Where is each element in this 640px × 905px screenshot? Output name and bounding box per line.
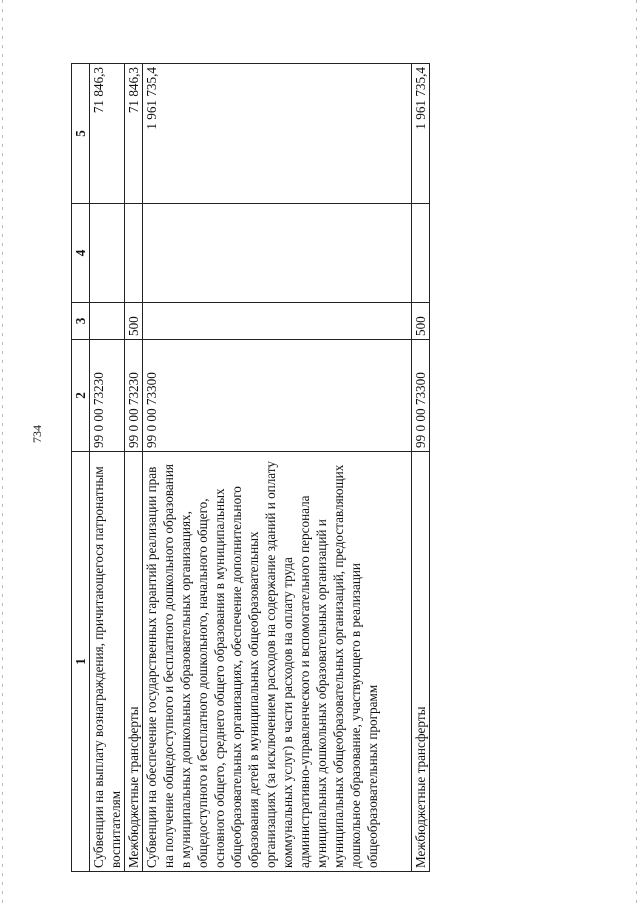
column-header-5: 5 [72, 64, 90, 204]
row-amount: 71 846,3 [125, 64, 143, 204]
table-row [90, 64, 125, 872]
row-name: Субвенции на обеспечение государственных гарантий реализации прав на получение общедоступного и бесплатного дошкольного образования в муниципальных дошкольных образовательных организациях, общедоступного и бесплатного дошкольного, начального общего, основного общего, среднего общего образования в муниципальных общеобразовательных организациях, обеспечение дополнительного образования детей в муниципальных общеобразовательных организациях (за исключением расходов на содержание зданий и оплату коммунальных услуг) в части расходов на оплату труда административно-управленческого и вспомогательного персонала муниципальных дошкольных образовательных организаций и муниципальных общеобразовательных организаций, предоставляющих дошкольное образование, участвующего в реализации общеобразовательных программ [143, 452, 412, 872]
row-name: Межбюджетные трансферты [125, 452, 143, 872]
row-col4 [412, 204, 430, 303]
row-type [90, 303, 125, 340]
table-row [412, 64, 430, 872]
column-header-1: 1 [72, 452, 90, 872]
scan-edge-left [2, 0, 3, 905]
row-name: Межбюджетные трансферты [412, 452, 430, 872]
row-code: 99 0 00 73300 [412, 340, 430, 452]
table-row [143, 64, 412, 872]
row-col4 [125, 204, 143, 303]
row-type: 500 [412, 303, 430, 340]
row-col4 [90, 204, 125, 303]
row-code: 99 0 00 73230 [125, 340, 143, 452]
rotated-table-container [71, 64, 430, 872]
row-code: 99 0 00 73300 [143, 340, 412, 452]
column-header-2: 2 [72, 340, 90, 452]
budget-table [71, 63, 430, 872]
column-header-4: 4 [72, 204, 90, 303]
row-amount: 1 961 735,4 [412, 64, 430, 204]
table-row [125, 64, 143, 872]
scan-edge-right [636, 0, 637, 905]
table-header-row [72, 64, 90, 872]
row-type [143, 303, 412, 340]
column-header-3: 3 [72, 303, 90, 340]
row-amount: 71 846,3 [90, 64, 125, 204]
row-type: 500 [125, 303, 143, 340]
row-col4 [143, 204, 412, 303]
row-name: Субвенции на выплату вознаграждения, причитающегося патронатным воспитателям [90, 452, 125, 872]
row-code: 99 0 00 73230 [90, 340, 125, 452]
row-amount: 1 961 735,4 [143, 64, 412, 204]
page-number: 734 [30, 425, 44, 443]
